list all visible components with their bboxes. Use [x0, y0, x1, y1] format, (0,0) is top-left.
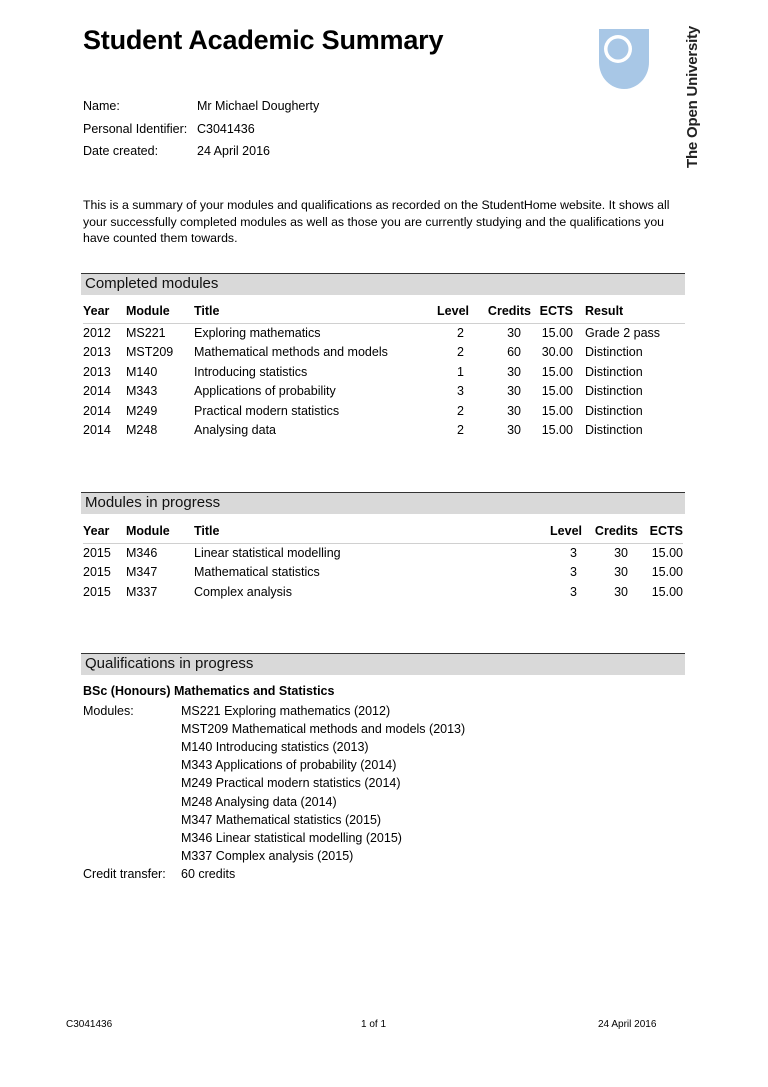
- module-cell: M140: [126, 364, 158, 379]
- column-header: Module: [126, 299, 194, 323]
- identifier-label: Personal Identifier:: [83, 121, 188, 136]
- credits-cell: 30: [507, 364, 521, 379]
- list-item: MS221 Exploring mathematics (2012): [181, 704, 391, 719]
- intro-paragraph: This is a summary of your modules and qualifications as recorded on the StudentHome website. It shows all your successfully completed modules as well as those you are currently studying and the qualifications you have counted them towards.: [83, 198, 670, 245]
- column-header: Module: [126, 519, 194, 543]
- credit-transfer-value: 60 credits: [181, 866, 236, 881]
- table-row: [83, 563, 683, 583]
- date-value: 24 April 2016: [197, 144, 270, 159]
- list-item: M343 Applications of probability (2014): [181, 758, 397, 773]
- year-cell: 2014: [83, 403, 111, 418]
- year-cell: 2014: [83, 423, 111, 438]
- list-item: MST209 Mathematical methods and models (2013): [181, 722, 466, 737]
- date-label: Date created:: [83, 144, 159, 159]
- qualifications-in-progress-heading: Qualifications in progress: [81, 653, 685, 675]
- table-row: [83, 421, 685, 441]
- list-item: M347 Mathematical statistics (2015): [181, 812, 382, 827]
- university-logo-text: The Open University: [684, 25, 701, 168]
- module-cell: MST209: [126, 345, 174, 360]
- list-item: M337 Complex analysis (2015): [181, 848, 354, 863]
- module-cell: M347: [126, 565, 158, 580]
- level-cell: 2: [457, 403, 464, 418]
- column-header: ECTS: [531, 299, 573, 323]
- column-header: ECTS: [638, 519, 683, 543]
- module-cell: M343: [126, 384, 158, 399]
- column-header: Year: [83, 519, 126, 543]
- year-cell: 2014: [83, 384, 111, 399]
- ects-cell: 15.00: [651, 565, 683, 580]
- year-cell: 2013: [83, 345, 111, 360]
- result-cell: Distinction: [585, 403, 643, 418]
- level-cell: 2: [457, 326, 464, 340]
- modules-in-progress-table: [83, 519, 683, 602]
- module-cell: M248: [126, 423, 158, 438]
- title-cell: Mathematical methods and models: [194, 345, 388, 360]
- footer-page-number: 1 of 1: [361, 1019, 387, 1030]
- ects-cell: 15.00: [541, 423, 573, 438]
- credits-cell: 30: [507, 384, 521, 399]
- result-cell: Distinction: [585, 345, 643, 360]
- name-value: Mr Michael Dougherty: [197, 99, 320, 114]
- ects-cell: 15.00: [541, 403, 573, 418]
- title-cell: Practical modern statistics: [194, 403, 340, 418]
- result-cell: Distinction: [585, 364, 643, 379]
- page-title: Student Academic Summary: [83, 25, 444, 55]
- title-cell: Analysing data: [194, 423, 277, 438]
- list-item: M140 Introducing statistics (2013): [181, 740, 369, 755]
- table-row: [83, 582, 683, 602]
- modules-in-progress-heading: Modules in progress: [81, 492, 685, 514]
- list-item: M249 Practical modern statistics (2014): [181, 776, 401, 791]
- list-item: M248 Analysing data (2014): [181, 794, 337, 809]
- table-row: [83, 401, 685, 421]
- column-header: Result: [573, 299, 685, 323]
- footer-identifier: C3041436: [66, 1019, 113, 1030]
- open-university-shield-icon: [598, 28, 650, 90]
- credits-cell: 30: [507, 423, 521, 438]
- column-header: Level: [429, 299, 469, 323]
- ects-cell: 15.00: [651, 584, 683, 599]
- credits-cell: 30: [614, 546, 628, 560]
- credits-cell: 60: [507, 345, 521, 360]
- ects-cell: 30.00: [541, 345, 573, 360]
- qualification-modules: [83, 702, 465, 883]
- title-cell: Exploring mathematics: [194, 326, 321, 340]
- title-cell: Applications of probability: [194, 384, 336, 399]
- column-header: Title: [194, 299, 429, 323]
- completed-modules-table: [83, 299, 685, 440]
- identifier-value: C3041436: [197, 121, 255, 136]
- qualification-title: BSc (Honours) Mathematics and Statistics: [83, 684, 335, 698]
- ects-cell: 15.00: [541, 364, 573, 379]
- year-cell: 2015: [83, 546, 111, 560]
- table-row: [83, 362, 685, 382]
- column-header: Year: [83, 299, 126, 323]
- level-cell: 1: [457, 364, 464, 379]
- ects-cell: 15.00: [651, 546, 683, 560]
- ects-cell: 15.00: [541, 384, 573, 399]
- footer-date: 24 April 2016: [598, 1019, 657, 1030]
- title-cell: Introducing statistics: [194, 364, 308, 379]
- title-cell: Mathematical statistics: [194, 565, 320, 580]
- year-cell: 2015: [83, 565, 111, 580]
- column-header: Title: [194, 519, 546, 543]
- credit-transfer-label: Credit transfer:: [83, 866, 166, 881]
- module-cell: M249: [126, 403, 158, 418]
- result-cell: Distinction: [585, 423, 643, 438]
- result-cell: Grade 2 pass: [585, 326, 661, 340]
- name-label: Name:: [83, 99, 120, 114]
- title-cell: Linear statistical modelling: [194, 546, 341, 560]
- ects-cell: 15.00: [541, 326, 573, 340]
- table-row: [83, 543, 683, 563]
- table-row: [83, 343, 685, 363]
- year-cell: 2015: [83, 584, 111, 599]
- column-header: Credits: [469, 299, 531, 323]
- year-cell: 2012: [83, 326, 111, 340]
- level-cell: 2: [457, 423, 464, 438]
- level-cell: 2: [457, 345, 464, 360]
- modules-label: Modules:: [83, 704, 134, 719]
- column-header: Level: [546, 519, 582, 543]
- result-cell: Distinction: [585, 384, 643, 399]
- column-header: Credits: [582, 519, 638, 543]
- list-item: M346 Linear statistical modelling (2015): [181, 830, 402, 845]
- level-cell: 3: [570, 546, 577, 560]
- module-cell: M346: [126, 546, 158, 560]
- year-cell: 2013: [83, 364, 111, 379]
- title-cell: Complex analysis: [194, 584, 292, 599]
- module-cell: M337: [126, 584, 158, 599]
- credits-cell: 30: [507, 326, 521, 340]
- credits-cell: 30: [614, 584, 628, 599]
- level-cell: 3: [570, 565, 577, 580]
- module-cell: MS221: [126, 326, 166, 340]
- table-row: [83, 323, 685, 343]
- table-row: [83, 382, 685, 402]
- credits-cell: 30: [507, 403, 521, 418]
- credits-cell: 30: [614, 565, 628, 580]
- completed-modules-heading: Completed modules: [81, 273, 685, 295]
- level-cell: 3: [457, 384, 464, 399]
- student-info: [83, 95, 319, 163]
- level-cell: 3: [570, 584, 577, 599]
